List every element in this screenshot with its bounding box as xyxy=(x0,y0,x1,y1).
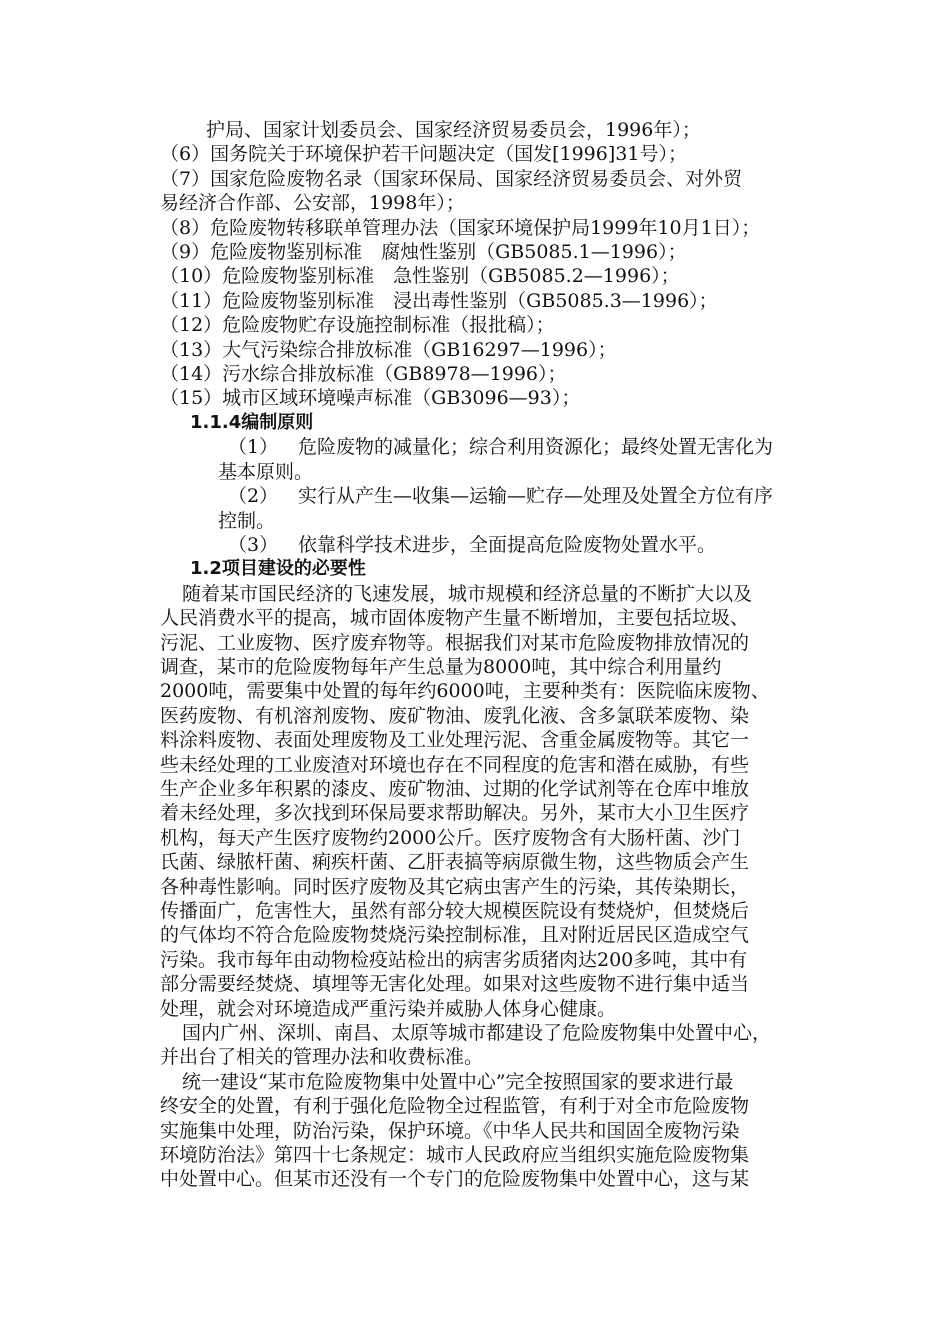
paragraph-line: 人民消费水平的提高，城市固体废物产生量不断增加，主要包括垃圾、 xyxy=(160,607,750,630)
paragraph-line: 统一建设“某市危险废物集中处置中心”完全按照国家的要求进行最 xyxy=(182,1070,734,1093)
paragraph-line: 污染。我市每年由动物检疫站检出的病害劣质猪肉达200多吨，其中有 xyxy=(160,948,748,971)
paragraph-line: 生产企业多年积累的漆皮、废矿物油、过期的化学试剂等在仓库中堆放 xyxy=(160,777,750,800)
paragraph-unified-construction xyxy=(160,1070,860,1192)
paragraph-line: 部分需要经焚烧、填埋等无害化处理。如果对这些废物不进行集中适当 xyxy=(160,973,750,996)
principle-2-cont: 控制。 xyxy=(218,509,276,532)
reference-item-7: （7）国家危险废物名录（国家环保局、国家经济贸易委员会、对外贸 xyxy=(160,167,743,190)
reference-continuation: 护局、国家计划委员会、国家经济贸易委员会，1996年）； xyxy=(206,119,701,141)
principle-number: （3） xyxy=(228,533,279,556)
reference-item-14: （14）污水综合排放标准（GB8978—1996）； xyxy=(160,363,567,386)
principle-text: 依靠科学技术进步，全面提高危险废物处置水平。 xyxy=(298,533,717,556)
principle-3 xyxy=(160,533,860,557)
paragraph-line: 并出台了相关的管理办法和收费标准。 xyxy=(160,1046,484,1069)
reference-item-9: （9）危险废物鉴别标准 腐烛性鉴别（GB5085.1—1996）； xyxy=(160,241,687,264)
principle-1-cont: 基本原则。 xyxy=(218,460,314,483)
paragraph-necessity xyxy=(160,582,860,1021)
paragraph-line: 国内广州、深圳、南昌、太原等城市都建设了危险废物集中处置中心， xyxy=(182,1022,772,1045)
paragraph-line: 终安全的处置，有利于强化危险物全过程监管，有利于对全市危险废物 xyxy=(160,1095,750,1118)
paragraph-line: 氏菌、绿脓杆菌、痢疾杆菌、乙肝表搞等病原微生物，这些物质会产生 xyxy=(160,851,750,874)
reference-item-8: （8）危险废物转移联单管理办法（国家环境保护局1999年10月1日）； xyxy=(160,216,761,239)
reference-item-15: （15）城市区域环境噪声标准（GB3096—93）； xyxy=(160,387,581,410)
paragraph-line: 医药废物、有机溶剂废物、废矿物油、废乳化液、含多氯联苯废物、染 xyxy=(160,704,750,727)
paragraph-line: 中处置中心。但某市还没有一个专门的危险废物集中处置中心，这与某 xyxy=(160,1168,750,1191)
paragraph-line: 调查，某市的危险废物每年产生总量为8000吨，其中综合利用量约 xyxy=(160,655,722,678)
paragraph-domestic-cities xyxy=(160,1021,860,1070)
paragraph-line: 些未经处理的工业废渣对环境也存在不同程度的危害和潜在威胁，有些 xyxy=(160,753,750,776)
paragraph-line: 着未经处理，多次找到环保局要求帮助解决。另外，某市大小卫生医疗 xyxy=(160,802,750,825)
principle-number: （1） xyxy=(228,436,279,459)
paragraph-line: 传播面广，危害性大，虽然有部分较大规模医院设有焚烧炉，但焚烧后 xyxy=(160,900,750,922)
principle-text: 实行从产生—收集—运输—贮存—处理及处置全方位有序 xyxy=(298,485,774,508)
paragraph-line: 料涂料废物、表面处理废物及工业处理污泥、含重金属废物等。其它一 xyxy=(160,729,750,752)
paragraph-line: 处理，就会对环境造成严重污染并威胁人体身心健康。 xyxy=(160,997,617,1020)
paragraph-line: 的气体均不符合危险废物焚烧污染控制标准，且对附近居民区造成空气 xyxy=(160,924,750,947)
reference-item-12: （12）危险废物贮存设施控制标准（报批稿）； xyxy=(160,314,555,337)
principle-number: （2） xyxy=(228,485,279,508)
paragraph-line: 环境防治法》第四十七条规定：城市人民政府应当组织实施危险废物集 xyxy=(160,1144,750,1167)
reference-item-11: （11）危险废物鉴别标准 浸出毒性鉴别（GB5085.3—1996）； xyxy=(160,289,718,312)
document-page xyxy=(160,118,860,1192)
paragraph-line: 随着某市国民经济的飞速发展，城市规模和经济总量的不断扩大以及 xyxy=(182,582,753,605)
principle-1 xyxy=(160,435,860,459)
paragraph-line: 各种毒性影响。同时医疗废物及其它病虫害产生的污染，其传染期长， xyxy=(160,875,750,898)
principle-2 xyxy=(160,484,860,508)
reference-item-7-cont: 易经济合作部、公安部，1998年）； xyxy=(160,192,465,215)
paragraph-line: 2000吨，需要集中处置的每年约6000吨，主要种类有：医院临床废物、 xyxy=(160,680,770,703)
principle-text: 危险废物的减量化；综合利用资源化；最终处置无害化为 xyxy=(298,436,774,459)
paragraph-line: 污泥、工业废物、医疗废弃物等。根据我们对某市危险废物排放情况的 xyxy=(160,631,750,654)
reference-item-10: （10）危险废物鉴别标准 急性鉴别（GB5085.2—1996）； xyxy=(160,265,680,288)
paragraph-line: 实施集中处理，防治污染，保护环境。《中华人民共和国固全废物污染 xyxy=(160,1119,740,1142)
reference-item-6: （6）国务院关于环境保护若干问题决定（国发[1996]31号）； xyxy=(160,143,687,166)
reference-item-13: （13）大气污染综合排放标准（GB16297—1996）； xyxy=(160,338,617,361)
paragraph-line: 机构，每天产生医疗废物约2000公斤。医疗废物含有大肠杆菌、沙门 xyxy=(160,826,741,849)
section-heading-1-2: 1.2项目建设的必要性 xyxy=(190,558,366,580)
section-heading-1-1-4: 1.1.4编制原则 xyxy=(190,411,314,433)
